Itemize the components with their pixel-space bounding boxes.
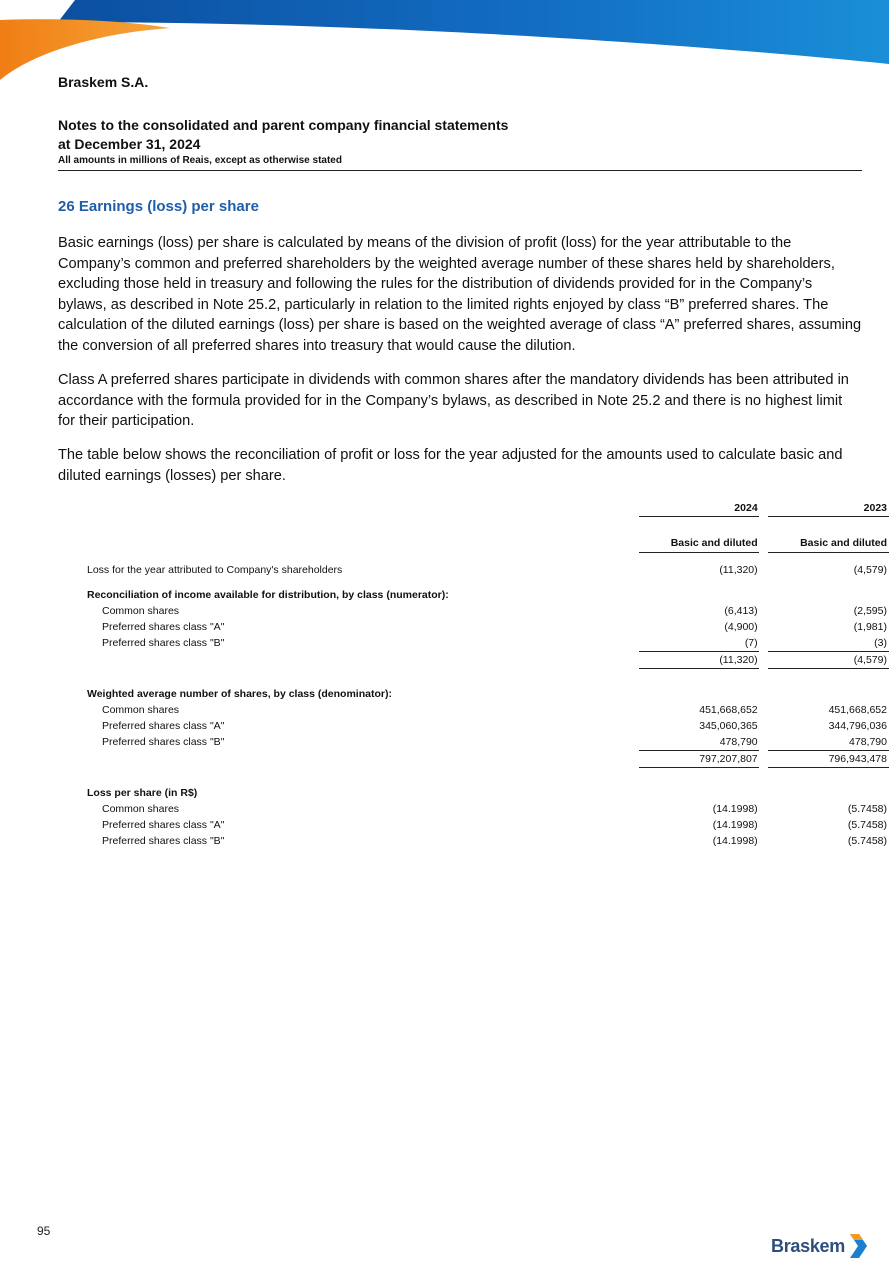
logo-wordmark: Braskem: [771, 1235, 845, 1256]
document-title-line1: Notes to the consolidated and parent company financial statements: [58, 117, 509, 133]
table-row: Common shares (6,413) (2,595): [102, 605, 887, 617]
year-2023: 2023: [768, 500, 889, 517]
table-row: Common shares (14.1998) (5.7458): [102, 803, 887, 815]
table-row: Common shares 451,668,652 451,668,652: [102, 704, 887, 716]
page-number: 95: [37, 1224, 51, 1238]
paragraph-class-a: Class A preferred shares participate in dividends with common shares after the mandatory dividends has been attributed in accordance with the formula provided for in the Company’s bylaws, as described in Note 25.2 and there is no highest limit for their participation.: [58, 372, 849, 429]
table-row: Preferred shares class "A" (14.1998) (5.7458): [102, 819, 887, 831]
document-title: [58, 116, 508, 154]
table-section-loss-per-share: Loss per share (in R$): [87, 787, 198, 799]
table-row: Preferred shares class "A" 345,060,365 344,796,036: [102, 720, 887, 732]
table-row: Preferred shares class "B" (7) (3): [58, 635, 889, 652]
table-subheader: [58, 534, 889, 553]
paragraph-basic-eps: Basic earnings (loss) per share is calculated by means of the division of profit (loss) for the year attributable to the Company’s common and preferred shareholders by the weighted average number of these shares held by shareholders, excluding those held in treasury and following the rules for the distribution of dividends provided for in the Company’s bylaws, as described in Note 25.2, particularly in relation to the limited rights enjoyed by class “B” preferred shares. The calculation of the diluted earnings (loss) per share is based on the weighted average of class “A” preferred shares, assuming the conversion of all preferred shares into treasury that would cause the dilution.: [58, 235, 862, 354]
table-header-years: [58, 500, 889, 517]
table-row: Preferred shares class "B" 478,790 478,790: [58, 734, 889, 751]
header-divider: [58, 170, 862, 171]
amounts-note: All amounts in millions of Reais, except as otherwise stated: [58, 155, 342, 166]
braskem-logo: [771, 1232, 869, 1260]
eps-table: [58, 500, 889, 849]
table-row: Preferred shares class "A" (4,900) (1,981): [102, 621, 887, 633]
table-section-weighted: Weighted average number of shares, by class (denominator):: [87, 688, 392, 700]
logo-chevron-icon: [847, 1232, 869, 1260]
paragraph-table-intro: The table below shows the reconciliation of profit or loss for the year adjusted for the amounts used to calculate basic and diluted earnings (losses) per share.: [58, 447, 843, 484]
table-row-total: (11,320) (4,579): [58, 652, 889, 669]
table-row-loss: Loss for the year attributed to Company's shareholders (11,320) (4,579): [87, 564, 887, 576]
table-section-reconciliation: Reconciliation of income available for distribution, by class (numerator):: [87, 589, 449, 601]
table-row: Preferred shares class "B" (14.1998) (5.7458): [102, 835, 887, 847]
company-name: Braskem S.A.: [58, 74, 149, 90]
subheader-2023: Basic and diluted: [768, 534, 889, 553]
year-2024: 2024: [639, 500, 759, 517]
subheader-2024: Basic and diluted: [639, 534, 759, 553]
document-title-line2: at December 31, 2024: [58, 136, 201, 152]
section-title: 26 Earnings (loss) per share: [58, 198, 259, 215]
table-row-total: 797,207,807 796,943,478: [58, 751, 889, 768]
